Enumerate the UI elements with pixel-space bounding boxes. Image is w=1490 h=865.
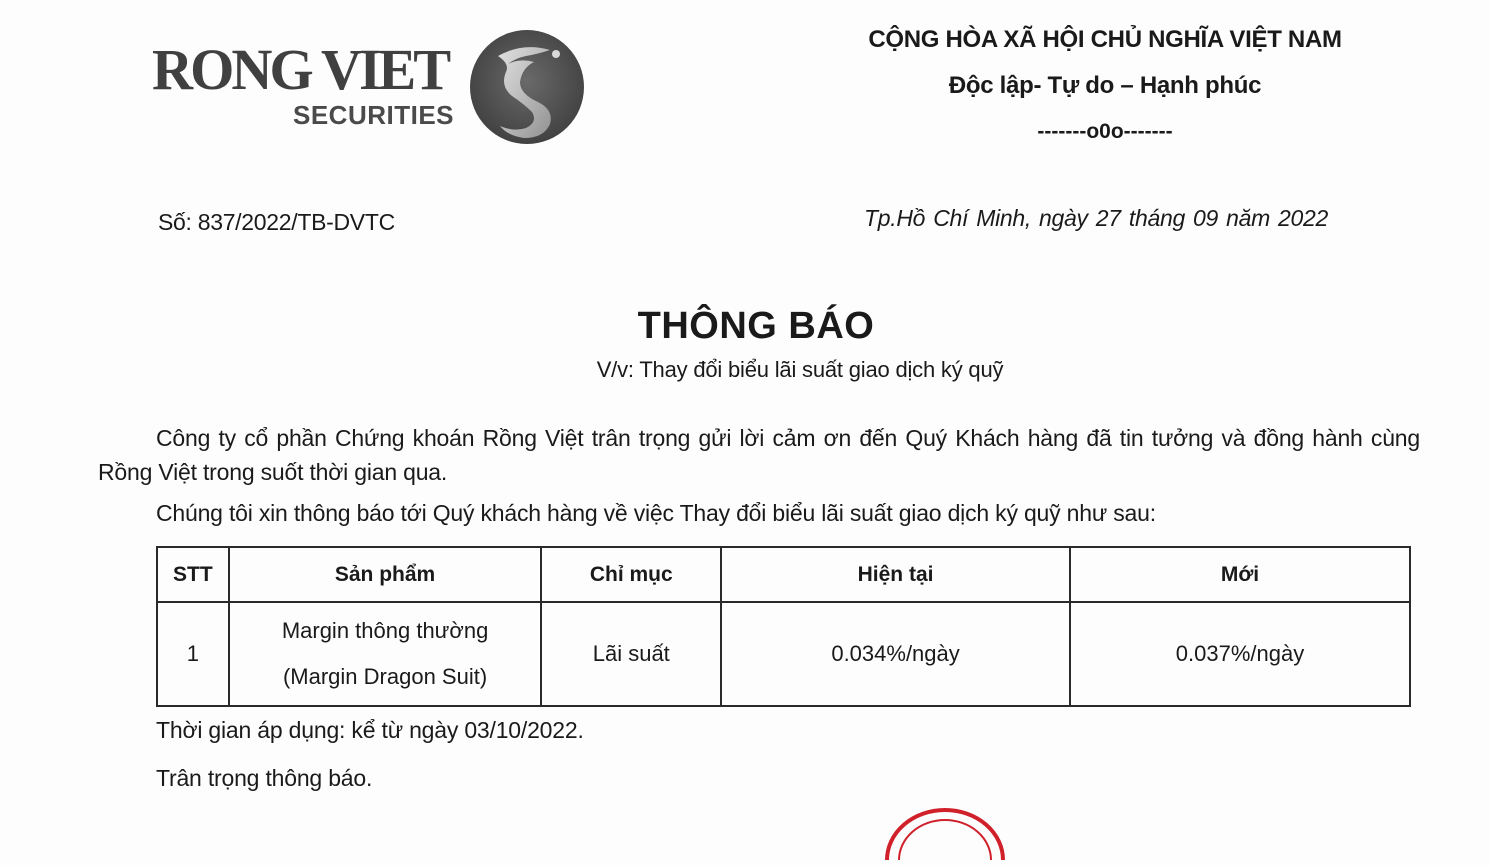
company-logo-wordmark: RONG VIET: [152, 37, 449, 102]
red-seal-stamp-icon: [880, 800, 1010, 860]
document-number: Số: 837/2022/TB-DVTC: [158, 209, 395, 235]
header-product: Sản phẩm: [229, 547, 542, 602]
document-subject: V/v: Thay đổi biểu lãi suất giao dịch ký quỹ: [596, 357, 1004, 382]
cell-current-rate: 0.034%/ngày: [721, 602, 1070, 706]
document-place-date: Tp.Hồ Chí Minh, ngày 27 tháng 09 năm 2022: [864, 205, 1328, 231]
effective-date: Thời gian áp dụng: kể từ ngày 03/10/2022.: [156, 717, 584, 743]
cell-new-rate: 0.037%/ngày: [1070, 602, 1410, 706]
cell-index: Lãi suất: [541, 602, 721, 706]
header-separator: -------o0o-------: [1037, 120, 1173, 143]
header-new: Mới: [1070, 547, 1410, 602]
cell-stt: 1: [157, 602, 229, 706]
header-stt: STT: [157, 547, 229, 602]
interest-rate-table: [156, 546, 1411, 707]
national-motto: Độc lập- Tự do – Hạnh phúc: [948, 72, 1262, 99]
closing-line: Trân trọng thông báo.: [156, 765, 373, 791]
dragon-emblem-icon: [468, 28, 586, 146]
header-index: Chỉ mục: [541, 547, 721, 602]
intro-paragraph: Công ty cổ phần Chứng khoán Rồng Việt trân trọng gửi lời cảm ơn đến Quý Khách hàng đã tin tưởng và đồng hành cùng Rồng Việt trong suốt thời gian qua.: [98, 425, 1420, 485]
announcement-paragraph: Chúng tôi xin thông báo tới Quý khách hàng về việc Thay đổi biểu lãi suất giao dịch ký quỹ như sau:: [156, 500, 1156, 526]
header-current: Hiện tại: [721, 547, 1070, 602]
table-header-row: [157, 547, 1410, 602]
document-title: THÔNG BÁO: [637, 305, 875, 347]
company-logo-subtitle: SECURITIES: [293, 100, 455, 130]
table-row: [157, 602, 1410, 706]
product-name: Margin thông thường: [281, 618, 489, 643]
national-title: CỘNG HÒA XÃ HỘI CHỦ NGHĨA VIỆT NAM: [868, 26, 1342, 53]
product-alias: (Margin Dragon Suit): [282, 664, 488, 689]
cell-product: [229, 602, 542, 706]
